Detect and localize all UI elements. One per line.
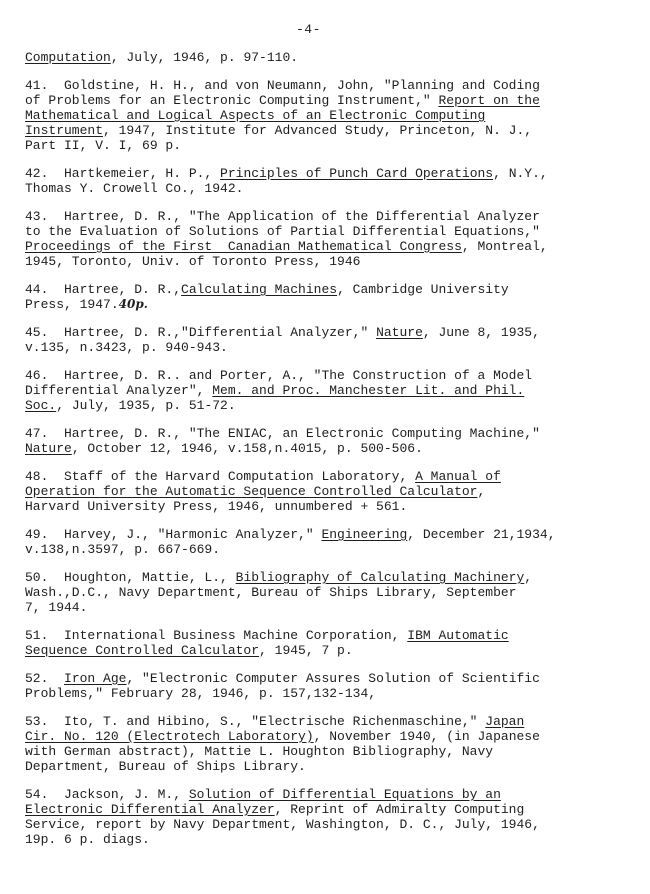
entry-title-underlined: Nature (25, 441, 72, 456)
bibliography-entry-43 (25, 209, 625, 269)
bibliography-entry-54 (25, 787, 625, 847)
bibliography-entry-49 (25, 527, 625, 557)
entry-text: , Wash.,D.C., Navy Department, Bureau of Ships Library, September 7, 1944. (25, 570, 533, 615)
entry-text: , Reprint of Admiralty Computing Service, report by Navy Department, Washington, D. C., July, 1946, 19p. 6 p. diags. (25, 802, 540, 847)
entry-text: , Cambridge University Press, 1947. (25, 282, 509, 312)
entry-text: , "Electronic Computer Assures Solution of Scientific Problems," February 28, 1946, p. 157,132-134, (25, 671, 540, 701)
entry-text: 50. Houghton, Mattie, L., (25, 570, 236, 585)
entry-text: , Montreal, 1945, Toronto, Univ. of Toronto Press, 1946 (25, 239, 548, 269)
bibliography-entry-46 (25, 368, 625, 413)
bibliography-entry-41 (25, 78, 625, 153)
entry-text: 45. Hartree, D. R.,"Differential Analyzer," (25, 325, 377, 340)
entry-title-underlined: Mem. and Proc. Manchester Lit. and Phil. Soc. (25, 383, 525, 413)
entry-text: , Harvard University Press, 1946, unnumbered + 561. (25, 484, 486, 514)
page-number: -4- (296, 22, 321, 37)
entry-title-underlined: Bibliography of Calculating Machinery (235, 570, 525, 585)
entry-title-underlined: Report on the Mathematical and Logical Aspects of an Electronic Computing Instrument (25, 93, 540, 138)
entry-title-underlined: Principles of Punch Card Operations (220, 166, 494, 181)
entry-text: , June 8, 1935, v.135, n.3423, p. 940-943. (25, 325, 540, 355)
bibliography-list (25, 50, 625, 860)
bibliography-entry-51 (25, 628, 625, 658)
bibliography-entry-52 (25, 671, 625, 701)
entry-text: 53. Ito, T. and Hibino, S., "Electrische Richenmaschine," (25, 714, 486, 729)
entry-title-underlined: Solution of Differential Equations by an Electronic Differential Analyzer (25, 787, 501, 817)
entry-title-underlined: IBM Automatic Sequence Controlled Calculator (25, 628, 509, 658)
bibliography-entry-47 (25, 426, 625, 456)
bibliography-entry-44 (25, 282, 625, 312)
entry-text: 49. Harvey, J., "Harmonic Analyzer," (25, 527, 322, 542)
entry-text: , July, 1946, p. 97-110. (110, 50, 299, 65)
entry-text: 51. International Business Machine Corporation, (25, 628, 408, 643)
entry-text: 48. Staff of the Harvard Computation Laboratory, (25, 469, 416, 484)
entry-text: , 1945, 7 p. (259, 643, 353, 658)
bibliography-entry-48 (25, 469, 625, 514)
entry-title-underlined: Computation (25, 50, 111, 65)
bibliography-entry-42 (25, 166, 625, 196)
entry-text: , N.Y., Thomas Y. Crowell Co., 1942. (25, 166, 548, 196)
entry-text: , 1947, Institute for Advanced Study, Princeton, N. J., Part II, V. I, 69 p. (25, 123, 533, 153)
entry-title-underlined: Nature (376, 325, 423, 340)
handwritten-note: 40p. (118, 297, 148, 311)
bibliography-entry-45 (25, 325, 625, 355)
bibliography-entry-cont (25, 50, 625, 65)
entry-text: , November 1940, (in Japanese with German abstract), Mattie L. Houghton Bibliography, Navy Department, Bureau of Ships Library. (25, 729, 540, 774)
entry-title-underlined: Japan Cir. No. 120 (Electrotech Laboratory) (25, 714, 525, 744)
entry-title-underlined: Calculating Machines (181, 282, 338, 297)
entry-text: 52. (25, 671, 65, 686)
entry-title-underlined: Proceedings of the First Canadian Mathematical Congress (25, 239, 462, 254)
entry-text: , October 12, 1946, v.158,n.4015, p. 500-506. (71, 441, 423, 456)
entry-text: 44. Hartree, D. R., (25, 282, 182, 297)
entry-title-underlined: Iron Age (64, 671, 127, 686)
entry-title-underlined: A Manual of Operation for the Automatic Sequence Controlled Calculator (25, 469, 501, 499)
entry-text: , July, 1935, p. 51-72. (56, 398, 236, 413)
entry-text: 42. Hartkemeier, H. P., (25, 166, 221, 181)
bibliography-entry-53 (25, 714, 625, 774)
entry-text: 41. Goldstine, H. H., and von Neumann, John, "Planning and Coding of Problems for an Electronic Computing Instrument," (25, 78, 540, 108)
entry-text: 46. Hartree, D. R.. and Porter, A., "The Construction of a Model Differential Analyzer", (25, 368, 533, 398)
entry-text: 54. Jackson, J. M., (25, 787, 189, 802)
entry-text: 43. Hartree, D. R., "The Application of the Differential Analyzer to the Evaluation of Solutions of Partial Differential Equations," (25, 209, 540, 239)
entry-title-underlined: Engineering (321, 527, 408, 542)
entry-text: 47. Hartree, D. R., "The ENIAC, an Electronic Computing Machine," (25, 426, 540, 441)
entry-text: , December 21,1934, v.138,n.3597, p. 667-669. (25, 527, 556, 557)
bibliography-entry-50 (25, 570, 625, 615)
